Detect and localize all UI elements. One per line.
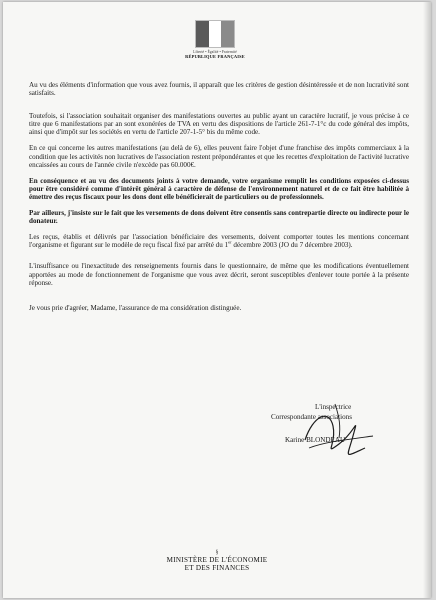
ministry-name-line1: MINISTÈRE DE L'ÉCONOMIE <box>166 556 268 564</box>
receipts-date-sup: er <box>228 239 232 245</box>
receipts-date-rest: décembre 2003 (JO du 7 décembre 2003). <box>233 241 353 250</box>
ministry-name-line2: ET DES FINANCES <box>184 564 250 572</box>
receipts-text: Les reçus, établis et délivrés par l'association bénéficiaire des versements, doivent comporter toutes les mentions concernant l'organisme et figurant sur le modèle de reçu fiscal fixé par arrêté du <box>29 233 409 250</box>
letter-page <box>3 2 431 598</box>
paragraph-other-events: En ce qui concerne les autres manifestations (au delà de 6), elles peuvent faire l'objet d'une franchise des impôts commerciaux à la condition que les activités non lucratives de l'association restent prépondérantes et que les recettes d'exploitation de l'activité lucrative encaissées au cours de l'année civile n'excède pas 60.000€. <box>29 144 409 169</box>
signatory-title: L'inspectrice <box>315 403 352 411</box>
paragraph-closing: Je vous prie d'agréer, Madame, l'assurance de ma considération distinguée. <box>29 303 242 312</box>
republic-name: RÉPUBLIQUE FRANÇAISE <box>185 54 245 59</box>
paragraph-no-counterpart: Par ailleurs, j'insiste sur le fait que les versements de dons doivent être consentis sans contrepartie directe ou indirecte pour le donateur. <box>29 209 409 226</box>
paragraph-receipts <box>29 233 409 249</box>
signatory-role: Correspondante associations <box>271 413 352 421</box>
page-edge-shadow <box>423 2 431 598</box>
paragraph-criteria: Au vu des éléments d'information que vous avez fournis, il apparaît que les critères de gestion désintéressée et de non lucrativité sont satisfaits. <box>29 81 409 98</box>
signatory-name: Karine BLONDEAU <box>285 436 346 444</box>
tricolor-flag-icon <box>195 20 235 48</box>
marianne-logo <box>184 20 246 59</box>
receipts-date-day: 1 <box>224 241 229 250</box>
republic-motto: Liberté • Égalité • Fraternité <box>193 50 237 54</box>
paragraph-lucrative-events: Toutefois, si l'association souhaitait organiser des manifestations ouvertes au public ayant un caractère lucratif, je vous précise à ce titre que 6 manifestations par an sont exonérées de TVA en vertu des dispositions de l'article 261-7-1°c du code général des impôts, ainsi que d'impôt sur les sociétés en vertu de l'article 207-1-5° bis du même code. <box>29 112 409 137</box>
ministry-footer <box>3 550 431 572</box>
ministry-emblem-icon: § <box>215 550 219 556</box>
letter-body <box>29 81 409 312</box>
paragraph-insufficiency: L'insuffisance ou l'inexactitude des renseignements fournis dans le questionnaire, de même que les modifications éventuellement apportées au mode de fonctionnement de l'organisme que vous avez décrit, seront susceptibles d'enlever toute portée à la présente réponse. <box>29 262 409 287</box>
paragraph-general-interest: En conséquence et au vu des documents joints à votre demande, votre organisme remplit les conditions exposées ci-dessus pour être considéré comme d'intérêt général à caractère de défense de l'environnement naturel et de ce fait être habilitée à émettre des reçus fiscaux pour les dons dont elle bénéficierait de particuliers ou de professionnels. <box>29 176 409 201</box>
